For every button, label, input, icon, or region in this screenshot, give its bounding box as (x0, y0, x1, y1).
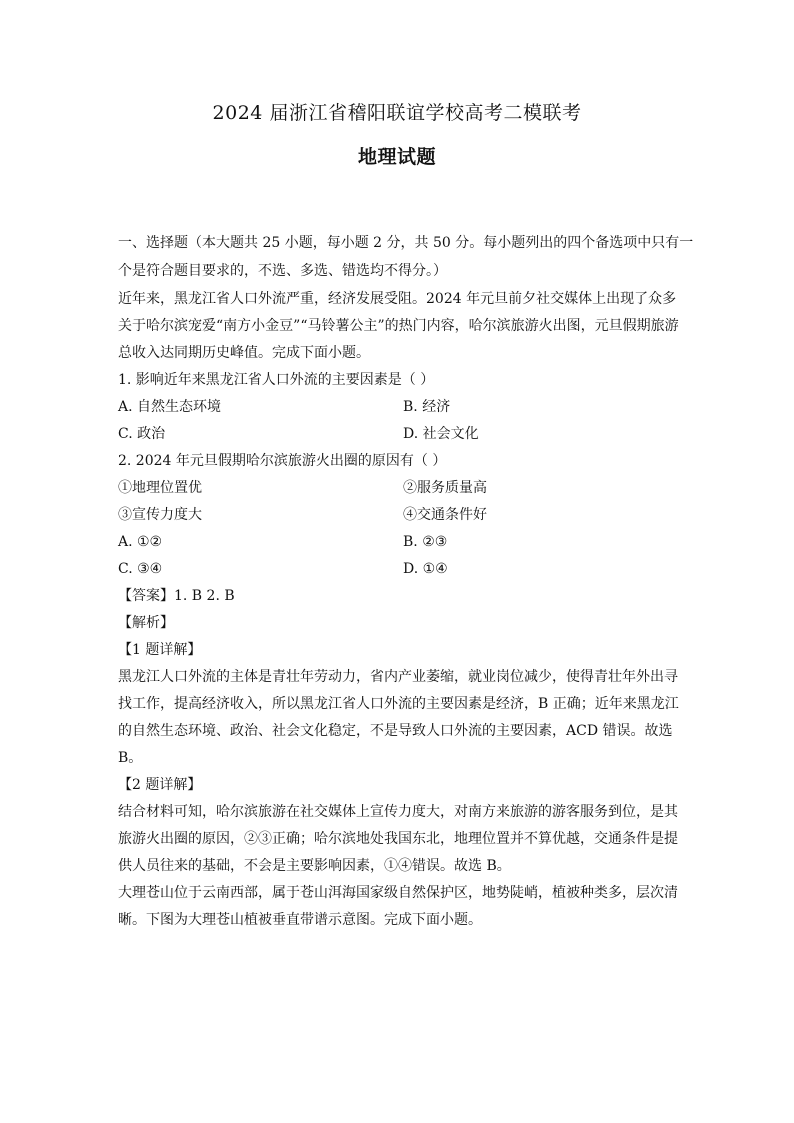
section-instructions-line: 一、选择题（本大题共 25 小题，每小题 2 分，共 50 分。每小题列出的四个备选项中只有一 (118, 235, 694, 251)
detail-1-heading: 【1 题详解】 (118, 642, 202, 658)
detail-1-line: 黑龙江人口外流的主体是青壮年劳动力，省内产业萎缩，就业岗位减少，使得青壮年外出寻 (118, 669, 678, 685)
answer-line: 【答案】1. B 2. B (118, 588, 235, 604)
detail-1-line: 的自然生态环境、政治、社会文化稳定，不是导致人口外流的主要因素，ACD 错误。故选 (118, 723, 673, 739)
question-1-option-d: D. 社会文化 (403, 426, 479, 442)
question-2-option-a: A. ①② (118, 534, 163, 550)
material-2-line: 大理苍山位于云南西部，属于苍山洱海国家级自然保护区，地势陡峭，植被种类多，层次清 (118, 885, 678, 901)
question-2-statement-1: ①地理位置优 (118, 480, 202, 496)
detail-2-line: 旅游火出圈的原因，②③正确；哈尔滨地处我国东北，地理位置并不算优越，交通条件是提 (118, 831, 678, 847)
question-2-option-c: C. ③④ (118, 561, 163, 577)
document-title: 2024 届浙江省稽阳联谊学校高考二模联考 (212, 102, 582, 124)
material-2-line: 晰。下图为大理苍山植被垂直带谱示意图。完成下面小题。 (118, 912, 482, 928)
question-2-option-d: D. ①④ (403, 561, 448, 577)
question-1-option-a: A. 自然生态环境 (118, 399, 222, 415)
detail-1-line: 找工作，提高经济收入，所以黑龙江省人口外流的主要因素是经济，B 正确；近年来黑龙江 (118, 696, 679, 712)
question-2-statement-2: ②服务质量高 (403, 480, 487, 496)
question-1-option-c: C. 政治 (118, 426, 166, 442)
question-2-option-b: B. ②③ (403, 534, 448, 550)
question-2-statement-3: ③宣传力度大 (118, 507, 202, 523)
material-paragraph-line: 关于哈尔滨宠爱“南方小金豆”“马铃薯公主”的热门内容，哈尔滨旅游火出图，元旦假期旅游 (118, 318, 679, 334)
material-paragraph-line: 近年来，黑龙江省人口外流严重，经济发展受阻。2024 年元旦前夕社交媒体上出现了众多 (118, 291, 677, 307)
detail-2-line: 供人员往来的基础，不会是主要影响因素，①④错误。故选 B。 (118, 858, 511, 874)
section-instructions-line: 个是符合题目要求的，不选、多选、错选均不得分。） (118, 263, 447, 279)
question-1-option-b: B. 经济 (403, 399, 451, 415)
analysis-heading: 【解析】 (118, 615, 174, 631)
detail-1-line: B。 (118, 750, 143, 766)
question-2-statement-4: ④交通条件好 (403, 507, 487, 523)
question-1-stem: 1. 影响近年来黑龙江省人口外流的主要因素是（ ） (118, 372, 435, 388)
document-subtitle: 地理试题 (357, 146, 436, 168)
detail-2-heading: 【2 题详解】 (118, 777, 202, 793)
detail-2-line: 结合材料可知，哈尔滨旅游在社交媒体上宣传力度大，对南方来旅游的游客服务到位，是其 (118, 804, 678, 820)
question-2-stem: 2. 2024 年元旦假期哈尔滨旅游火出圈的原因有（ ） (118, 453, 447, 469)
material-paragraph-line: 总收入达同期历史峰值。完成下面小题。 (118, 345, 370, 361)
